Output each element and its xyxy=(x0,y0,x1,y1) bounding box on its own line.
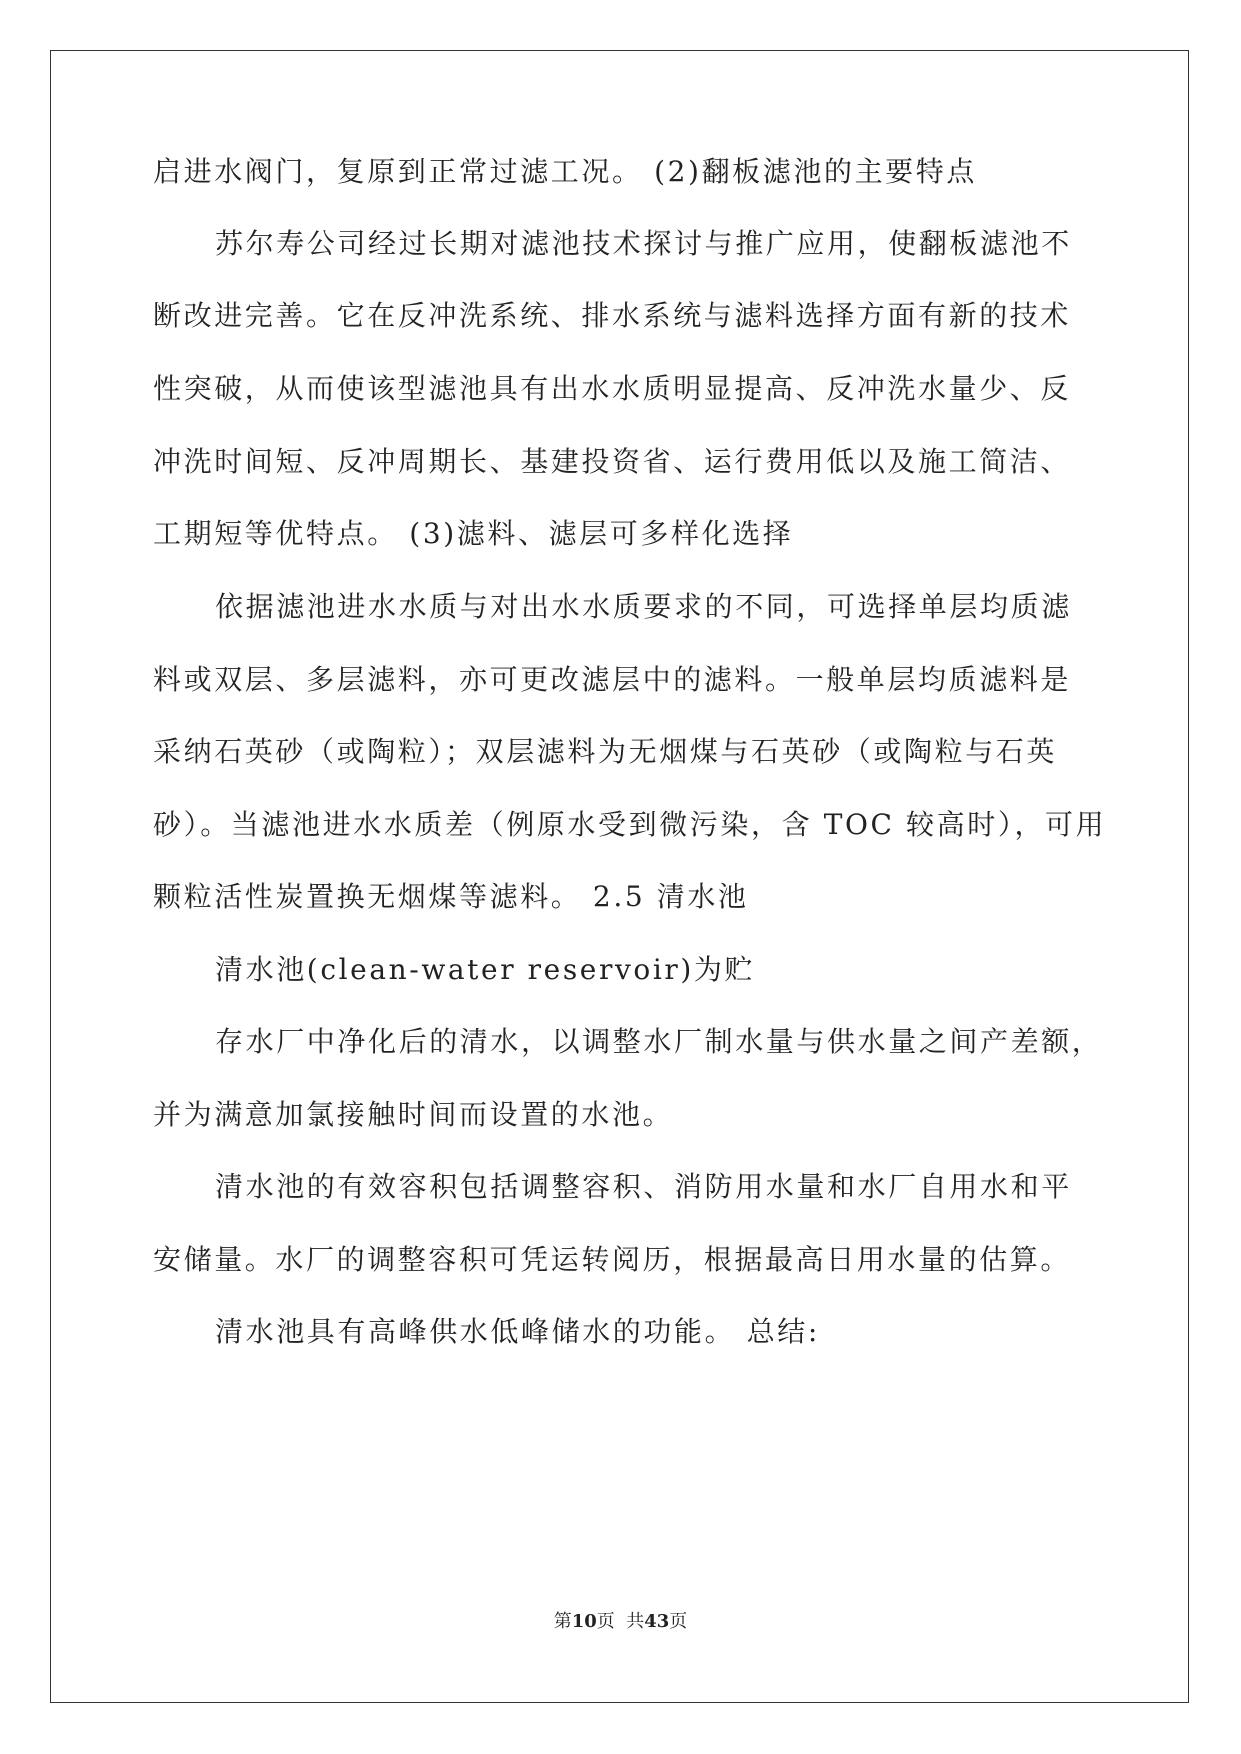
text-line-15: 清水池的有效容积包括调整容积、消防用水量和水厂自用水和平 xyxy=(215,1170,1072,1203)
text-line-5: 冲洗时间短、反冲周期长、基建投资省、运行费用低以及施工简洁、 xyxy=(153,445,1072,478)
text-line-12: 清水池(clean-water reservoir)为贮 xyxy=(215,953,756,986)
text-line-13: 存水厂中净化后的清水，以调整水厂制水量与供水量之间产差额， xyxy=(215,1025,1103,1058)
text-line-11: 颗粒活性炭置换无烟煤等滤料。 2.5 清水池 xyxy=(153,880,749,913)
text-line-16: 安储量。水厂的调整容积可凭运转阅历，根据最高日用水量的估算。 xyxy=(153,1243,1072,1276)
text-line-3: 断改进完善。它在反冲洗系统、排水系统与滤料选择方面有新的技术 xyxy=(153,299,1072,332)
text-line-14: 并为满意加氯接触时间而设置的水池。 xyxy=(153,1098,674,1131)
text-line-1: 启进水阀门，复原到正常过滤工况。 (2)翻板滤池的主要特点 xyxy=(153,155,977,188)
text-line-2: 苏尔寿公司经过长期对滤池技术探讨与推广应用，使翻板滤池不 xyxy=(215,227,1072,260)
total-page-number: 43 xyxy=(644,1611,670,1632)
text-line-17: 清水池具有高峰供水低峰储水的功能。 总结: xyxy=(215,1315,820,1348)
footer-middle: 页 共 xyxy=(596,1611,645,1632)
page-footer xyxy=(0,1610,1241,1634)
current-page-number: 10 xyxy=(571,1611,597,1632)
text-line-8: 料或双层、多层滤料，亦可更改滤层中的滤料。一般单层均质滤料是 xyxy=(153,663,1072,696)
footer-prefix: 第 xyxy=(553,1611,572,1632)
text-line-7: 依据滤池进水水质与对出水水质要求的不同，可选择单层均质滤 xyxy=(215,590,1072,623)
text-line-4: 性突破，从而使该型滤池具有出水水质明显提高、反冲洗水量少、反 xyxy=(153,372,1072,405)
footer-suffix: 页 xyxy=(669,1611,688,1632)
text-line-10: 砂）。当滤池进水水质差（例原水受到微污染，含 TOC 较高时），可用 xyxy=(153,808,1107,841)
text-line-6: 工期短等优特点。 (3)滤料、滤层可多样化选择 xyxy=(153,517,794,550)
text-line-9: 采纳石英砂（或陶粒）；双层滤料为无烟煤与石英砂（或陶粒与石英 xyxy=(153,735,1058,768)
